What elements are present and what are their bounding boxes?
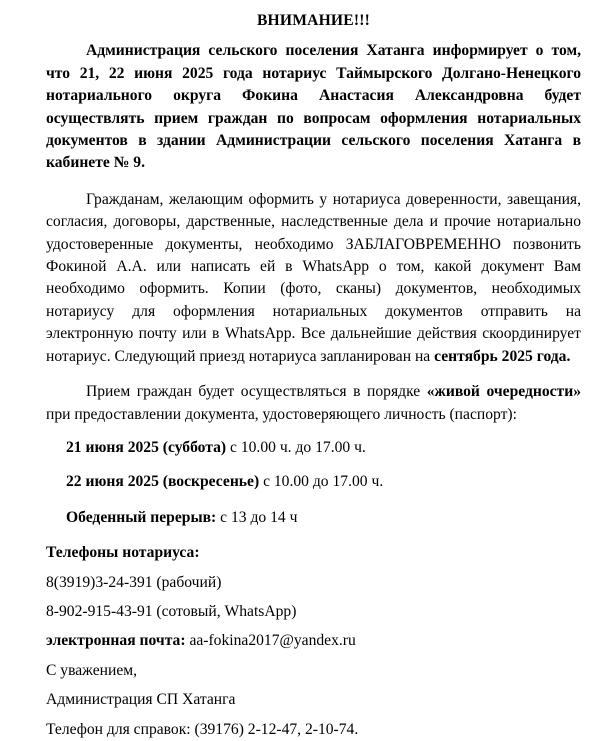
intro-paragraph: Администрация сельского поселения Хатанга информирует о том, что 21, 22 июня 2025 года нотариус Таймырского Долгано-Ненецкого нотариального округа Фокина Анастасия Александровна будет осуществлять прием граждан по вопросам оформления нотариальных документов в здании Администрации сельского поселения Хатанга в кабинете № 9.: [46, 42, 581, 172]
lunch-value: с 13 до 14 ч: [216, 508, 298, 526]
phones-heading: Телефоны нотариуса:: [46, 544, 200, 562]
notice-title: ВНИМАНИЕ!!!: [256, 12, 371, 29]
schedule-day: 21 июня 2025 (суббота): [66, 438, 227, 456]
schedule-row: [46, 471, 581, 493]
lunch-break: [46, 507, 581, 529]
email-line: [46, 630, 581, 652]
closing-signature: Администрация СП Хатанга: [46, 691, 236, 709]
schedule-day: 22 июня 2025 (воскресенье): [66, 473, 260, 491]
lunch-label: Обеденный перерыв:: [66, 508, 217, 526]
schedule-hours: с 10.00 ч. до 17.00 ч.: [226, 438, 366, 456]
reception-text-after: при предоставлении документа, удостоверяющего личность (паспорт):: [46, 405, 517, 423]
schedule-row: [46, 437, 581, 459]
reception-text-before: Прием граждан будет осуществляться в порядке: [86, 383, 427, 401]
work-phone: 8(3919)3-24-391 (рабочий): [46, 573, 222, 591]
mobile-phone: 8-902-915-43-91 (сотовый, WhatsApp): [46, 602, 297, 620]
next-visit-date: сентябрь 2025 года.: [434, 347, 571, 365]
reception-paragraph: [46, 381, 581, 426]
reception-emphasis: «живой очередности»: [426, 383, 581, 401]
inquiry-phone: Телефон для справок: (39176) 2-12-47, 2-10-74.: [46, 720, 359, 738]
notice-document: [46, 10, 581, 741]
email-address: aa-fokina2017@yandex.ru: [185, 632, 356, 650]
instructions-paragraph: [46, 189, 581, 368]
closing-regards: С уважением,: [46, 661, 138, 679]
schedule-hours: с 10.00 до 17.00 ч.: [259, 473, 384, 491]
instructions-text: Гражданам, желающим оформить у нотариуса доверенности, завещания, согласия, договоры, дарственные, наследственные дела и прочие нотариально удостоверенные документы, необходимо ЗАБЛАГОВРЕМЕННО позвонить Фокиной А.А. или написать ей в WhatsApp о том, какой документ Вам необходимо оформить. Копии (фото, сканы) документов, необходимых нотариусу для оформления нотариальных документов отправить на электронную почту или в WhatsApp. Все дальнейшие действия скоординирует нотариус. Следующий приезд нотариуса запланирован на: [46, 190, 581, 365]
email-label: электронная почта:: [46, 632, 186, 650]
